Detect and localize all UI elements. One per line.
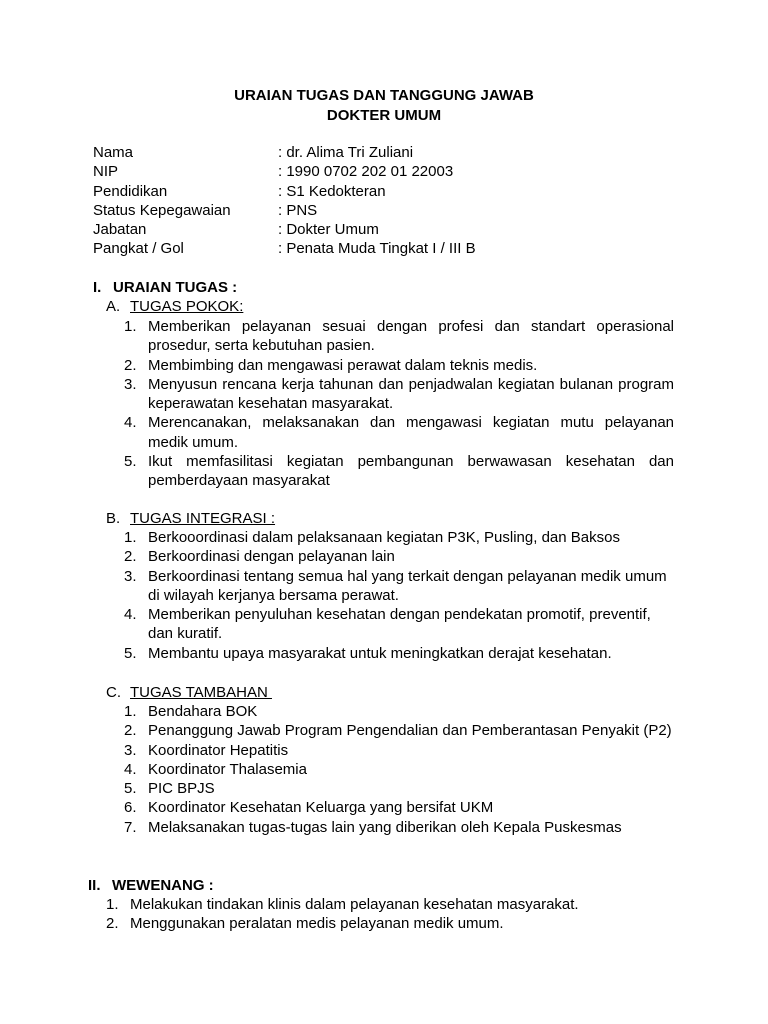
list-item-number: 1.: [106, 896, 119, 913]
list-item-text: Membantu upaya masyarakat untuk meningkatkan derajat kesehatan.: [148, 644, 612, 662]
identity-label: Jabatan: [93, 221, 147, 239]
list-item: [124, 528, 674, 547]
list-item-number: 5.: [124, 453, 137, 471]
list-item-number: 2.: [124, 548, 137, 566]
list-item-text: Melakukan tindakan klinis dalam pelayanan kesehatan masyarakat.: [130, 896, 579, 913]
list-item: [124, 356, 674, 375]
identity-value: : dr. Alima Tri Zuliani: [278, 144, 414, 161]
list-item-number: 1.: [124, 318, 137, 335]
section-number: I.: [93, 279, 102, 296]
document-title: URAIAN TUGAS DAN TANGGUNG JAWAB: [234, 87, 534, 104]
list-item-text: Merencanakan, melaksanakan dan mengawasi kegiatan mutu pelayanan medik umum.: [148, 414, 674, 451]
identity-value: : S1 Kedokteran: [278, 182, 386, 200]
subsection-letter: C.: [106, 684, 121, 701]
list-item-number: 1.: [124, 529, 137, 546]
identity-value: : Dokter Umum: [278, 221, 379, 239]
list-item-text: Memberikan pelayanan sesuai dengan profesi dan standart operasional prosedur, serta kebutuhan pasien.: [148, 318, 674, 355]
list-item-number: 5.: [124, 780, 137, 798]
identity-value: : Penata Muda Tingkat I / III B: [278, 240, 476, 258]
list-item-text: Koordinator Hepatitis: [148, 741, 289, 759]
list-item-number: 4.: [124, 414, 137, 432]
list-item-number: 3.: [124, 375, 137, 393]
list-item: [124, 779, 674, 798]
list-item-number: 2.: [124, 356, 137, 374]
list-item-number: 1.: [124, 703, 137, 720]
identity-label: Status Kepegawaian: [93, 201, 231, 219]
list-item: [124, 375, 674, 414]
list-item-text: Melaksanakan tugas-tugas lain yang diberikan oleh Kepala Puskesmas: [148, 818, 622, 836]
subsection-title: TUGAS INTEGRASI :: [130, 510, 276, 527]
list-item: [106, 914, 674, 933]
tugas-pokok-list: [124, 317, 674, 491]
list-item-text: Ikut memfasilitasi kegiatan pembangunan berwawasan kesehatan dan pemberdayaan masyarakat: [148, 453, 674, 490]
list-item: [124, 413, 674, 452]
subsection-title: TUGAS TAMBAHAN: [130, 684, 272, 701]
section-uraian-tugas-heading: [93, 278, 237, 297]
list-item-text: Berkoordinasi dengan pelayanan lain: [148, 548, 395, 566]
list-item: [124, 317, 674, 356]
list-item-text: Penanggung Jawab Program Pengendalian dan Pemberantasan Penyakit (P2): [148, 722, 672, 740]
list-item-number: 2.: [106, 915, 119, 933]
list-item-number: 4.: [124, 606, 137, 624]
list-item: [124, 702, 674, 721]
identity-label: Nama: [93, 144, 134, 161]
identity-label: NIP: [93, 163, 119, 181]
list-item-number: 3.: [124, 567, 137, 585]
list-item: [124, 567, 674, 606]
identity-value: : PNS: [278, 201, 318, 219]
list-item-text: PIC BPJS: [148, 780, 215, 798]
list-item-number: 5.: [124, 644, 137, 662]
section-title: WEWENANG :: [112, 877, 214, 894]
list-item: [124, 760, 674, 779]
document-subtitle: DOKTER UMUM: [326, 107, 442, 124]
list-item: [124, 721, 674, 740]
tugas-tambahan-list: [124, 702, 674, 837]
subsection-tugas-tambahan-heading: [106, 683, 272, 702]
list-item-text: Memberikan penyuluhan kesehatan dengan pendekatan promotif, preventif, dan kuratif.: [148, 606, 651, 643]
subsection-letter: B.: [106, 510, 121, 527]
identity-label: Pangkat / Gol: [93, 240, 184, 258]
list-item-number: 6.: [124, 799, 137, 817]
list-item-number: 2.: [124, 722, 137, 740]
section-number: II.: [88, 877, 101, 894]
list-item-number: 4.: [124, 760, 137, 778]
list-item: [124, 605, 674, 644]
tugas-integrasi-list: [124, 528, 674, 663]
subsection-tugas-integrasi-heading: [106, 509, 275, 528]
list-item-text: Menyusun rencana kerja tahunan dan penjadwalan kegiatan bulanan program keperawatan kesehatan masyarakat.: [148, 375, 674, 413]
list-item: [124, 818, 674, 837]
subsection-title: TUGAS POKOK:: [130, 298, 244, 315]
list-item-number: 7.: [124, 818, 137, 836]
list-item-text: Menggunakan peralatan medis pelayanan medik umum.: [130, 915, 504, 933]
list-item-text: Bendahara BOK: [148, 703, 258, 720]
list-item: [124, 547, 674, 566]
subsection-letter: A.: [106, 298, 121, 315]
list-item-text: Berkooordinasi dalam pelaksanaan kegiatan P3K, Pusling, dan Baksos: [148, 529, 620, 546]
list-item: [106, 895, 674, 914]
section-wewenang-heading: [88, 876, 214, 895]
wewenang-list: [106, 895, 674, 934]
list-item-text: Membimbing dan mengawasi perawat dalam teknis medis.: [148, 356, 538, 374]
subsection-tugas-pokok-heading: [106, 297, 243, 316]
list-item: [124, 741, 674, 760]
list-item: [124, 452, 674, 491]
list-item-text: Koordinator Kesehatan Keluarga yang bersifat UKM: [148, 799, 494, 817]
list-item: [124, 798, 674, 817]
identity-label: Pendidikan: [93, 182, 168, 200]
list-item-number: 3.: [124, 741, 137, 759]
list-item: [124, 644, 674, 663]
list-item-text: Berkoordinasi tentang semua hal yang terkait dengan pelayanan medik umum di wilayah kerjanya bersama perawat.: [148, 567, 667, 604]
section-title: URAIAN TUGAS :: [113, 279, 238, 296]
identity-value: : 1990 0702 202 01 22003: [278, 163, 454, 181]
list-item-text: Koordinator Thalasemia: [148, 760, 307, 778]
